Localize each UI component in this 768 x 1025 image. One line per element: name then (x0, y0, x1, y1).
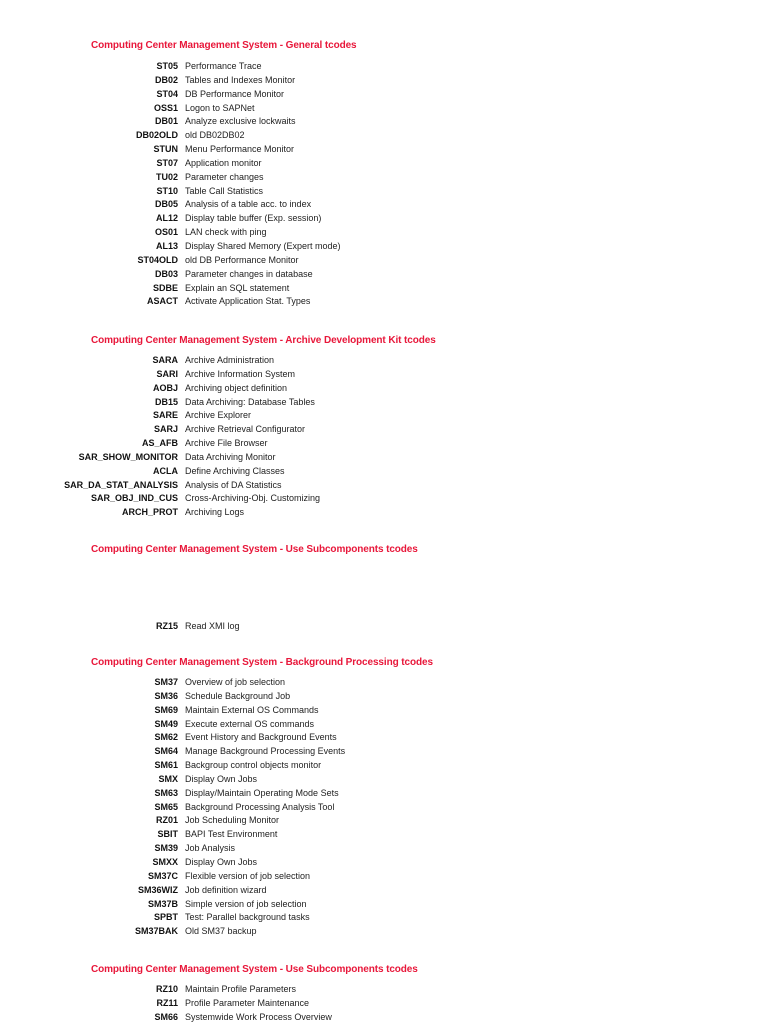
tcode: DB02 (154, 74, 178, 85)
tcode: SM49 (154, 718, 178, 729)
tcode-row (0, 773, 768, 787)
tcode: DB03 (154, 268, 178, 279)
tcode: OS01 (154, 227, 178, 238)
tcode: TU02 (155, 171, 178, 182)
tcode-description: Display Shared Memory (Expert mode) (185, 240, 341, 251)
tcode: ST04 (156, 88, 178, 99)
tcode-description: Tables and Indexes Monitor (185, 74, 296, 85)
tcode-row (0, 157, 768, 171)
tcode-description: Display Own Jobs (185, 773, 258, 784)
tcode-row (0, 870, 768, 884)
tcode-description: Parameter changes (185, 171, 264, 182)
tcode-description: Activate Application Stat. Types (185, 296, 311, 307)
tcode: RZ11 (156, 997, 178, 1008)
tcode: RZ01 (155, 815, 178, 826)
tcode-row (0, 382, 768, 396)
tcode-list-use-subcomponents-2 (0, 983, 768, 1025)
tcode-description: Table Call Statistics (185, 185, 264, 196)
tcode-row (0, 925, 768, 939)
tcode-row (0, 268, 768, 282)
tcode-row (0, 423, 768, 437)
tcode: ASACT (147, 296, 178, 307)
tcode-row (0, 492, 768, 506)
tcode: SAR_DA_STAT_ANALYSIS (64, 479, 178, 490)
tcode: SM62 (154, 732, 178, 743)
tcode-row (0, 295, 768, 309)
tcode: SM69 (154, 704, 178, 715)
tcode: SM66 (154, 1011, 178, 1022)
tcode-row (0, 884, 768, 898)
tcode-list-archive (0, 354, 768, 520)
tcode-row (0, 171, 768, 185)
tcode-description: Menu Performance Monitor (185, 144, 295, 155)
tcode-row (0, 185, 768, 199)
tcode-row (0, 814, 768, 828)
tcode-description: Read XMI log (185, 621, 240, 631)
tcode-row (0, 368, 768, 382)
tcode-row (0, 102, 768, 116)
tcode-description: Maintain External OS Commands (185, 704, 319, 715)
tcode-description: Cross-Archiving-Obj. Customizing (185, 493, 321, 504)
tcode: ACLA (153, 465, 178, 476)
tcode-row (0, 620, 768, 634)
tcode-row (0, 282, 768, 296)
section-title-archive: Computing Center Management System - Archive Development Kit tcodes (91, 335, 436, 346)
tcode: SM64 (154, 746, 178, 757)
tcode: SARA (152, 355, 178, 365)
tcode-description: Background Processing Analysis Tool (185, 801, 335, 812)
tcode-row (0, 143, 768, 157)
tcode-list-background-processing (0, 676, 768, 939)
tcode-row (0, 115, 768, 129)
tcode: ST10 (156, 185, 178, 196)
tcode-row (0, 465, 768, 479)
tcode-description: Schedule Background Job (185, 690, 291, 701)
tcode-description: Archive Retrieval Configurator (185, 424, 306, 435)
tcode-description: Backgroup control objects monitor (185, 760, 322, 771)
tcode-description: Job Analysis (185, 843, 236, 854)
tcode-row (0, 60, 768, 74)
tcode-description: Old SM37 backup (185, 926, 257, 937)
tcode: SMX (158, 773, 178, 784)
tcode-description: Analysis of a table acc. to index (185, 199, 312, 210)
tcode-row (0, 911, 768, 925)
tcode-row (0, 842, 768, 856)
tcode: ARCH_PROT (121, 507, 178, 518)
tcode: SARJ (153, 424, 178, 435)
tcode-description: Data Archiving Monitor (185, 451, 276, 462)
tcode-row (0, 74, 768, 88)
tcode: SAR_OBJ_IND_CUS (90, 493, 178, 504)
tcode-row (0, 354, 768, 368)
tcode-description: Systemwide Work Process Overview (185, 1011, 332, 1022)
tcode-description: Performance Trace (185, 61, 262, 71)
tcode-description: Archive Explorer (185, 410, 252, 421)
tcode-list-general (0, 60, 768, 309)
tcode-description: Event History and Background Events (185, 732, 337, 743)
tcode: SM63 (154, 787, 178, 798)
tcode: SDBE (152, 282, 178, 293)
tcode: SMXX (152, 856, 178, 867)
tcode: SM36WIZ (137, 884, 178, 895)
section-title-background-processing: Computing Center Management System - Background Processing tcodes (91, 657, 433, 668)
tcode-row (0, 983, 768, 997)
tcode-row (0, 787, 768, 801)
tcode: STUN (153, 144, 178, 155)
tcode-description: Analysis of DA Statistics (185, 479, 282, 490)
tcode-description: Overview of job selection (185, 677, 286, 687)
tcode-row (0, 690, 768, 704)
tcode-description: Display/Maintain Operating Mode Sets (185, 787, 339, 798)
tcode: SPBT (153, 912, 178, 923)
tcode: SM37BAK (134, 926, 178, 937)
tcode: DB05 (154, 199, 178, 210)
tcode-description: Execute external OS commands (185, 718, 315, 729)
tcode-description: old DB02DB02 (185, 130, 245, 141)
tcode: SM65 (154, 801, 178, 812)
tcode: SBIT (157, 829, 178, 840)
tcode-description: Archive Information System (185, 368, 296, 379)
tcode-description: Archive File Browser (185, 438, 268, 449)
tcode-row (0, 254, 768, 268)
tcode-row (0, 506, 768, 520)
tcode-row (0, 409, 768, 423)
tcode-description: Simple version of job selection (185, 898, 307, 909)
tcode: SM61 (154, 760, 178, 771)
tcode-description: Job Scheduling Monitor (185, 815, 280, 826)
tcode-row (0, 997, 768, 1011)
tcode-description: Analyze exclusive lockwaits (185, 116, 296, 127)
tcode-row (0, 759, 768, 773)
tcode-row (0, 451, 768, 465)
tcode-row (0, 801, 768, 815)
tcode: SM37C (147, 870, 178, 881)
tcode-description: Flexible version of job selection (185, 870, 311, 881)
tcode-description: Archiving object definition (185, 382, 288, 393)
tcode: SM39 (154, 843, 178, 854)
tcode-description: Archiving Logs (185, 507, 245, 518)
tcode: RZ10 (155, 984, 178, 994)
tcode-description: old DB Performance Monitor (185, 254, 299, 265)
tcode-row (0, 856, 768, 870)
section-title-use-subcomponents: Computing Center Management System - Use Subcomponents tcodes (91, 544, 418, 555)
tcode: ST05 (156, 61, 178, 71)
tcode: ST04OLD (137, 254, 178, 265)
tcode-description: Define Archiving Classes (185, 465, 285, 476)
tcode: AL12 (155, 213, 178, 224)
tcode: SM37B (147, 898, 178, 909)
section-title-use-subcomponents-2: Computing Center Management System - Use Subcomponents tcodes (91, 964, 418, 975)
tcode-row (0, 437, 768, 451)
tcode-description: Logon to SAPNet (185, 102, 255, 113)
tcode-description: Parameter changes in database (185, 268, 313, 279)
tcode-description: BAPI Test Environment (185, 829, 278, 840)
tcode: ST07 (156, 157, 178, 168)
tcode-description: Job definition wizard (185, 884, 267, 895)
tcode-description: Display Own Jobs (185, 856, 258, 867)
tcode: AS_AFB (141, 438, 178, 449)
tcode: RZ15 (155, 621, 178, 631)
tcode-row (0, 828, 768, 842)
tcode-row (0, 676, 768, 690)
tcode-description: Maintain Profile Parameters (185, 984, 297, 994)
tcode-row (0, 898, 768, 912)
tcode-row (0, 704, 768, 718)
tcode: SM36 (154, 690, 178, 701)
tcode-description: Data Archiving: Database Tables (185, 396, 315, 407)
tcode-description: Application monitor (185, 157, 262, 168)
tcode-row (0, 718, 768, 732)
tcode-list-use-subcomponents (0, 620, 768, 634)
tcode: DB15 (154, 396, 178, 407)
tcode-row (0, 198, 768, 212)
tcode-row (0, 212, 768, 226)
tcode: OSS1 (153, 102, 178, 113)
tcode-row (0, 1011, 768, 1025)
tcode: DB02OLD (135, 130, 178, 141)
tcode: AL13 (155, 240, 178, 251)
tcode-row (0, 129, 768, 143)
tcode-row (0, 731, 768, 745)
tcode-description: Archive Administration (185, 355, 275, 365)
tcode-description: Profile Parameter Maintenance (185, 997, 310, 1008)
tcode-description: Test: Parallel background tasks (185, 912, 310, 923)
tcode-row (0, 745, 768, 759)
tcode: SARE (152, 410, 178, 421)
tcode: SAR_SHOW_MONITOR (78, 451, 178, 462)
tcode-row (0, 240, 768, 254)
tcode: SM37 (154, 677, 178, 687)
section-title-general: Computing Center Management System - General tcodes (91, 40, 357, 51)
tcode-description: Explain an SQL statement (185, 282, 290, 293)
tcode-row (0, 88, 768, 102)
tcode: DB01 (154, 116, 178, 127)
tcode-row (0, 396, 768, 410)
tcode: SARI (156, 368, 178, 379)
tcode-description: Manage Background Processing Events (185, 746, 346, 757)
tcode-description: DB Performance Monitor (185, 88, 285, 99)
tcode-description: LAN check with ping (185, 227, 267, 238)
tcode: AOBJ (152, 382, 178, 393)
tcode-description: Display table buffer (Exp. session) (185, 213, 322, 224)
tcode-row (0, 479, 768, 493)
tcode-row (0, 226, 768, 240)
